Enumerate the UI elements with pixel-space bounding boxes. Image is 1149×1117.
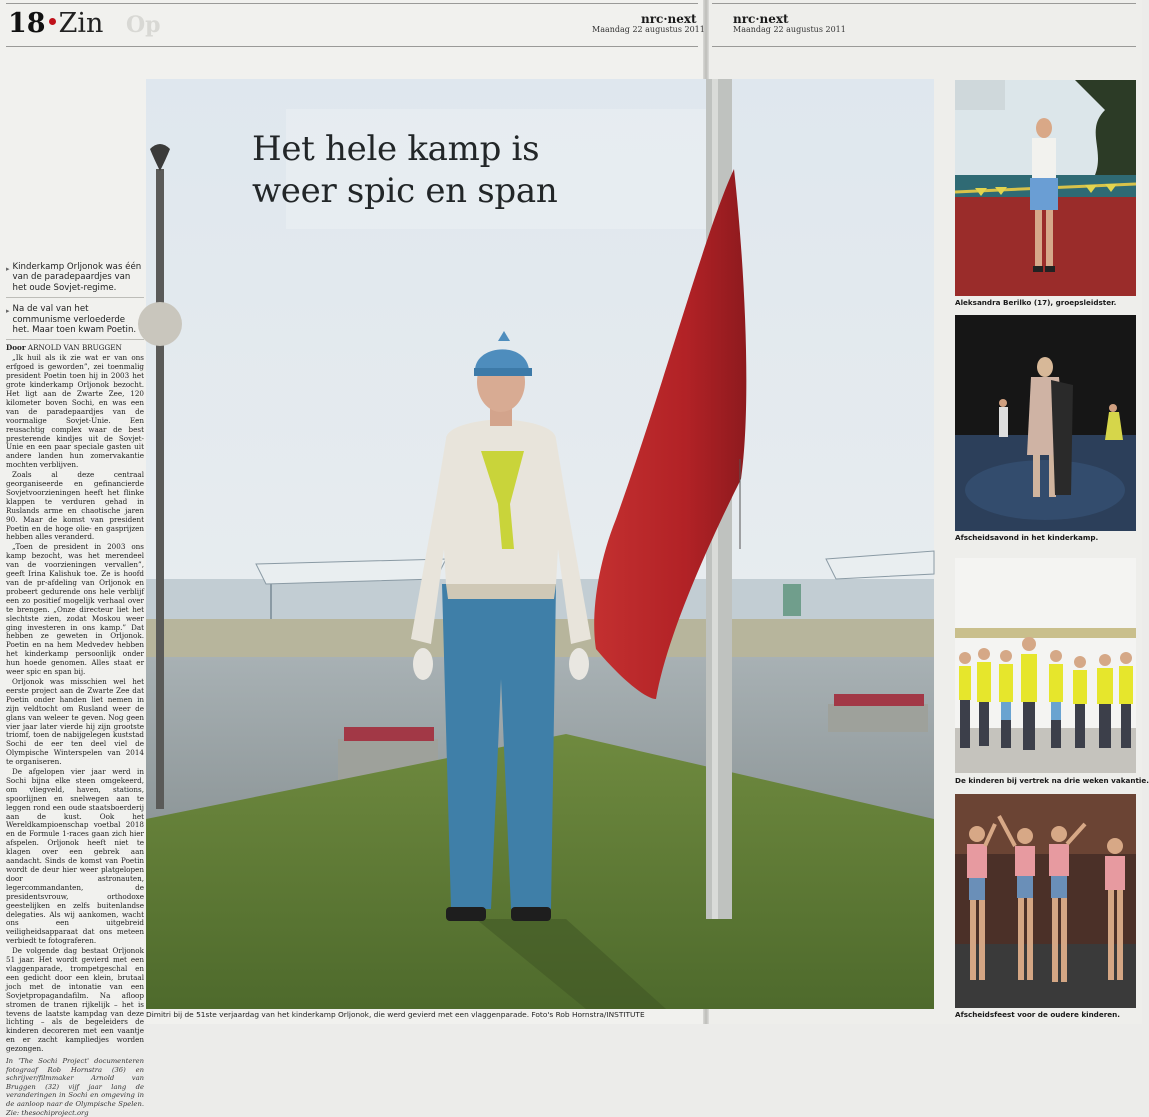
main-photo — [146, 79, 934, 1009]
section-title: Zin — [58, 8, 104, 39]
article-column — [6, 260, 144, 1117]
headline: Het hele kamp is weer spic en span — [252, 129, 558, 211]
header-rule — [6, 3, 698, 4]
side-photo-2 — [955, 315, 1136, 531]
article-paragraph: De volgende dag bestaat Orljonok 51 jaar. Het wordt gevierd met een vlaggenparade, trompetgeschal en een gedicht door een klein, brutaal joch met de intonatie van een Sovjetpropagandafilm. Na afloop stromen de tranen rijkelijk – het is tevens de laatste kampdag van deze lichting – als de begeleiders de kinderen decoreren met een vaantje en er zacht kampliedjes worden gezongen. — [6, 946, 144, 1054]
article-paragraph: „Ik huil als ik zie wat er van ons erfgoed is geworden”, zei toenmalig president Poetin toen hij in 2003 het grote kinderkamp Orljonok bezocht. Het ligt aan de Zwarte Zee, 120 kilometer boven Sochi, en was een van de paradepaardjes van de voormalige Sovjet-Unie. Een reusachtig complex waar de best presterende kindjes uit de Sovjet-Unie en een paar speciale gasten uit andere landen hun zomervakantie mochten verblijven. — [6, 353, 144, 470]
article-paragraph: Orljonok was misschien wel het eerste project aan de Zwarte Zee dat Poetin onder handen liet nemen in zijn veldtocht om Rusland weer de glans van weleer te geven. Nog geen vier jaar later vierde hij zijn grootste triomf, toen de nabijgelegen kuststad Sochi de eer ten deel viel de Olympische Winterspelen van 2014 te organiseren. — [6, 676, 144, 767]
side-caption-3: De kinderen bij vertrek na drie weken vakantie. — [955, 776, 1149, 785]
date-left: Maandag 22 augustus 2011 — [592, 25, 705, 34]
side-photo-3 — [955, 558, 1136, 773]
page-header — [8, 8, 103, 39]
red-dot-icon — [49, 18, 56, 25]
triangle-bullet-icon: ▸ — [6, 265, 10, 273]
header-rule — [712, 46, 1136, 47]
masthead-right: nrc·next — [733, 12, 789, 26]
masthead-left: nrc·next — [641, 12, 697, 26]
side-photo-1 — [955, 80, 1136, 296]
side-photo-4 — [955, 794, 1136, 1008]
header-rule — [6, 46, 698, 47]
bleed-through-text: Op — [126, 12, 161, 38]
header-rule — [712, 3, 1136, 4]
article-paragraph: De afgelopen vier jaar werd in Sochi bijna elke steen omgekeerd, om vliegveld, haven, stations, spoorlijnen en snelwegen aan te leggen rond een oude staatsboerderij aan de kust. Ook het Wereldkampioenschap voetbal 2018 en de Formule 1-races gaan zich hier afspelen. Orljonok heeft niet te klagen over een gebrek aan aandacht. Sinds de komst van Poetin wordt de deur hier weer platgelopen door astronauten, legercommandanten, de presidentsvrouw, orthodoxe geestelijken en zelfs buitenlandse delegaties. Als wij aankomen, wacht ons een uitgebreid veiligheidsapparaat dat ons meteen verbiedt te fotograferen. — [6, 767, 144, 946]
side-caption-1: Aleksandra Berilko (17), groepsleidster. — [955, 298, 1117, 307]
byline: Door ARNOLD VAN BRUGGEN — [6, 343, 122, 353]
triangle-bullet-icon: ▸ — [6, 307, 10, 316]
side-caption-2: Afscheidsavond in het kinderkamp. — [955, 533, 1099, 542]
article-paragraph: Zoals al deze centraal georganiseerde en gefinancierde Sovjetvoorzieningen heeft het flinke klappen te verduren gehad in Ruslands arme en chaotische jaren 90. Maar de komst van president Poetin en de hoge olie- en gasprijzen hebben alles veranderd. — [6, 470, 144, 542]
side-caption-4: Afscheidsfeest voor de oudere kinderen. — [955, 1010, 1120, 1019]
date-right: Maandag 22 augustus 2011 — [733, 25, 846, 34]
article-paragraph: „Toen de president in 2003 ons kamp bezocht, was het merendeel van de voorzieningen vervallen”, geeft Irina Kalishuk toe. Ze is hoofd van de pr-afdeling van Orljonok en probeert gedurende ons hele verblijf een zo positief mogelijk verhaal over te brengen. „Onze directeur liet het slechtste zien, zodat Moskou weer ging investeren in ons kamp.” Dat hebben ze geweten in Orljonok. Poetin en na hem Medvedev hebben het kinderkamp persoonlijk onder hun hoede genomen. Alles staat er weer spic en span bij. — [6, 542, 144, 677]
project-note: In 'The Sochi Project' documenteren fotograaf Rob Hornstra (36) en schrijver/filmmaker Arnold van Bruggen (32) vijf jaar lang de veranderingen in Sochi en omgeving in de aanloop naar de Olympische Spelen. Zie: thesochiproject.org — [6, 1057, 144, 1117]
main-photo-caption: Dimitri bij de 51ste verjaardag van het kinderkamp Orljonok, die werd gevierd met een vlaggenparade. Foto's Rob Hornstra/INSTITUTE — [146, 1010, 645, 1019]
intro-bullet: ▸ Na de val van het communisme verloederde het. Maar toen kwam Poetin. — [6, 302, 144, 340]
intro-bullet: ▸ Kinderkamp Orljonok was één van de paradepaardjes van het oude Sovjet-regime. — [6, 260, 144, 298]
page-number: 18 — [8, 8, 46, 39]
